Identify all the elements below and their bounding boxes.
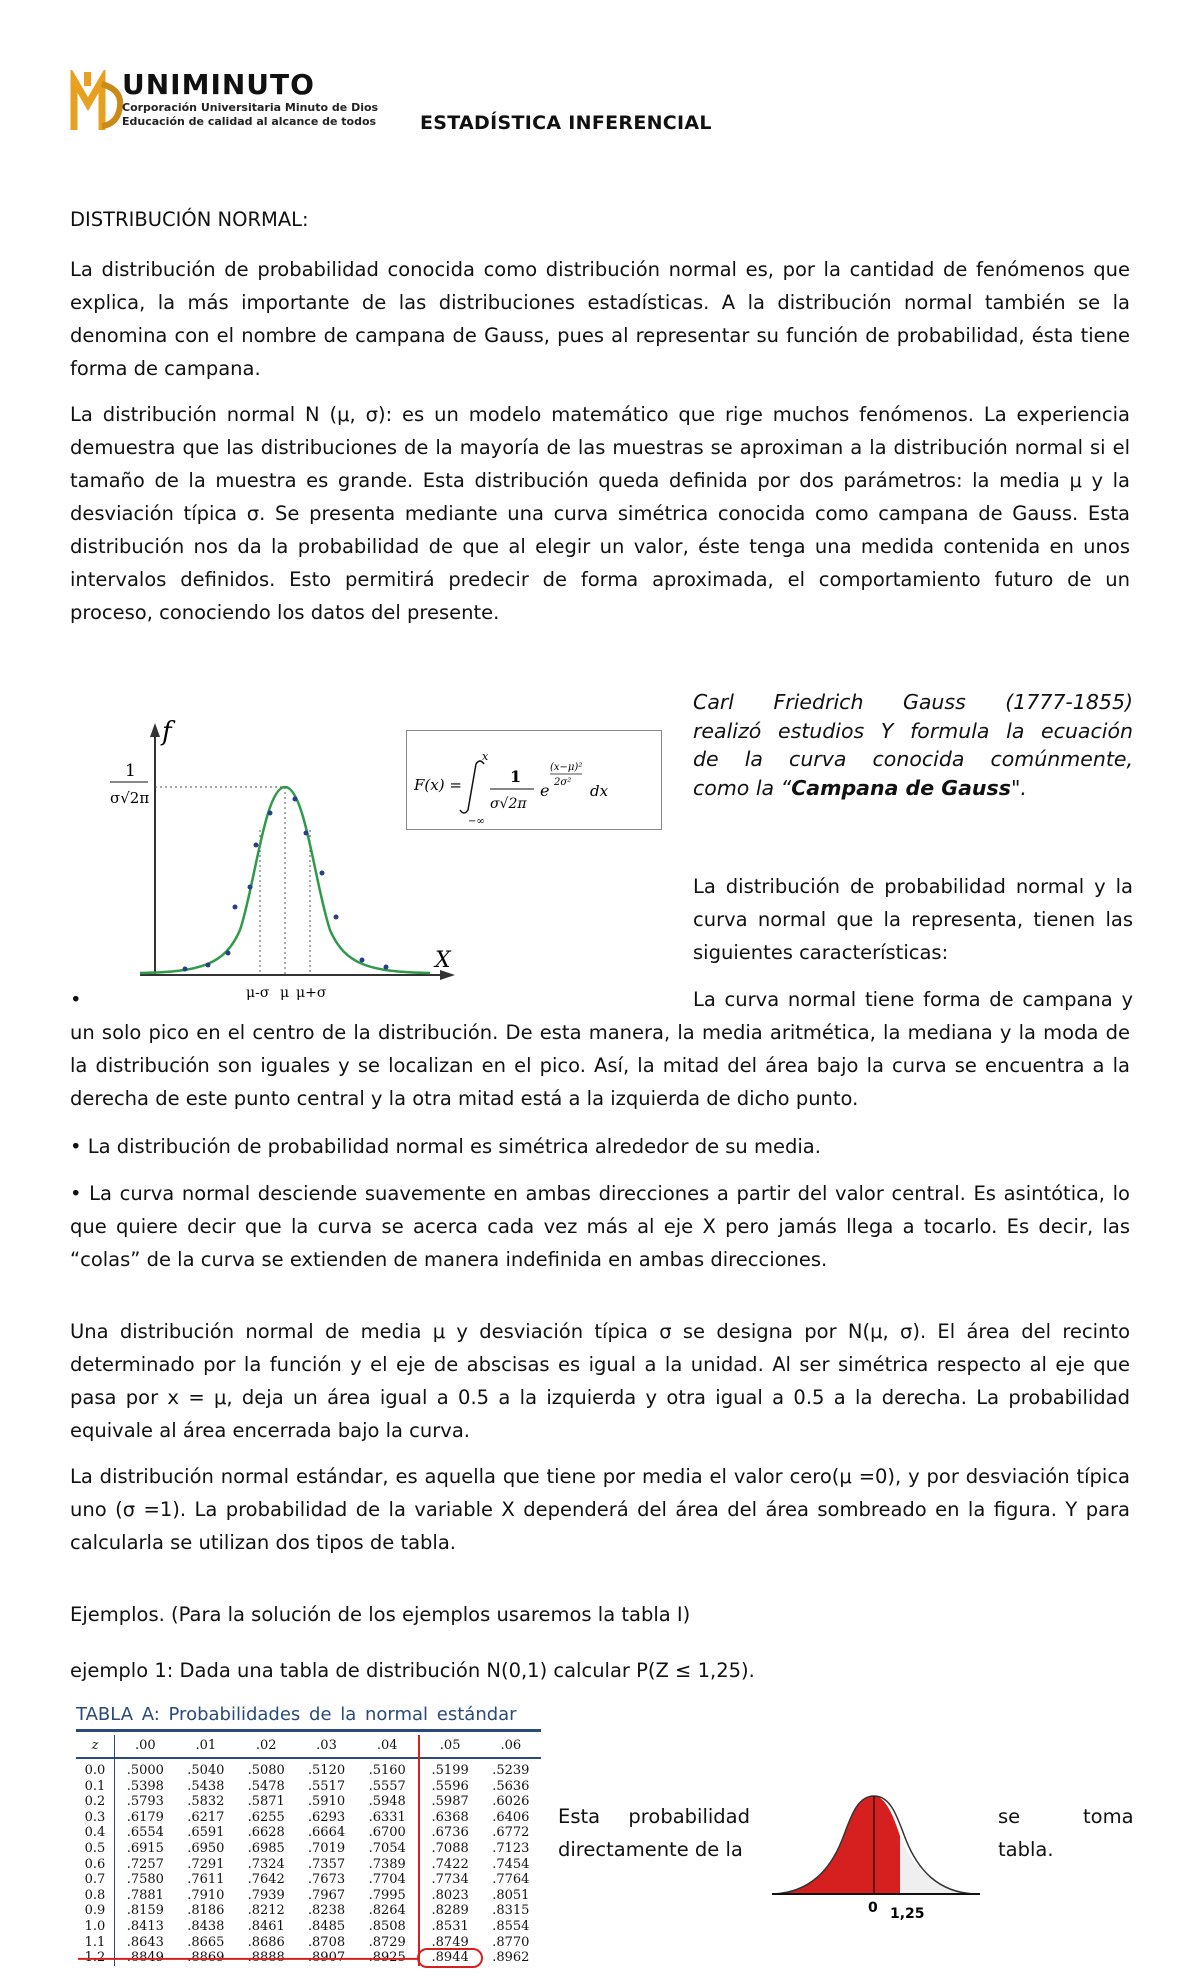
gauss-formula-box bbox=[406, 730, 662, 830]
table-cell: .5000 bbox=[126, 1763, 164, 1778]
shaded-area bbox=[774, 1796, 900, 1894]
text-line: “colas” de la curva se extienden de manera indefinida en ambas direcciones. bbox=[70, 1248, 828, 1271]
table-cell: .5080 bbox=[247, 1763, 285, 1778]
bullet-1-first-line bbox=[693, 983, 1133, 1016]
text-line: distribución nos da la probabilidad de que al elegir un valor, éste tenga una medida contenida en unos bbox=[70, 535, 1130, 558]
table-cell: .5793 bbox=[126, 1794, 164, 1810]
table-cell: .8869 bbox=[187, 1950, 225, 1966]
gauss-note bbox=[693, 688, 1133, 802]
table-cell: .7019 bbox=[307, 1840, 346, 1856]
table-cell: .7764 bbox=[492, 1872, 530, 1888]
table-cell: .7995 bbox=[368, 1887, 406, 1903]
table-cell: .8643 bbox=[126, 1934, 164, 1950]
peak-numerator: 1 bbox=[125, 761, 136, 781]
characteristics-intro bbox=[693, 870, 1133, 969]
formula-denominator: σ√2π bbox=[490, 796, 527, 812]
text-line: que quiere decir que la curva se acerca cada vez más al eje X pero jamás llega a tocarlo. Es decir, las bbox=[70, 1215, 1130, 1238]
logo-subtitle-1: Corporación Universitaria Minuto de Dios bbox=[122, 101, 379, 114]
text-line: directamente de la bbox=[558, 1838, 743, 1861]
table-cell: .7611 bbox=[187, 1872, 225, 1888]
table-cell: .5239 bbox=[492, 1763, 530, 1778]
z-value: 0.7 bbox=[76, 1872, 115, 1888]
table-cell: .6772 bbox=[492, 1825, 530, 1841]
note-emphasis: Campana de Gauss bbox=[791, 775, 1011, 800]
side-text-left bbox=[558, 1800, 750, 1866]
table-cell: .8729 bbox=[368, 1934, 406, 1950]
table-cell: .7454 bbox=[492, 1856, 530, 1872]
bullet-1-body bbox=[70, 1016, 1130, 1115]
text-line: siguientes características: bbox=[693, 941, 949, 964]
col-header: .02 bbox=[255, 1738, 277, 1754]
table-cell: .8315 bbox=[492, 1903, 530, 1919]
col-header: .05 bbox=[419, 1735, 481, 1758]
note-line: de la curva conocida comúnmente, bbox=[693, 747, 1133, 771]
table-cell: .8438 bbox=[187, 1918, 225, 1934]
table-cell: .8264 bbox=[368, 1903, 406, 1919]
table-cell: .7704 bbox=[368, 1872, 406, 1888]
shaded-normal-curve bbox=[770, 1790, 1000, 1930]
z-value: 1.2 bbox=[76, 1950, 115, 1966]
table-cell: .7257 bbox=[126, 1856, 164, 1872]
table-cell: .5832 bbox=[187, 1794, 225, 1810]
table-cell: .8925 bbox=[368, 1950, 406, 1966]
table-cell: .7123 bbox=[492, 1840, 530, 1856]
table-cell: .6368 bbox=[419, 1810, 481, 1826]
table-cell: .8186 bbox=[187, 1903, 225, 1919]
highlighted-cell: .8944 bbox=[419, 1950, 481, 1966]
table-cell: .5478 bbox=[247, 1778, 285, 1794]
z-value: 0.0 bbox=[76, 1758, 115, 1779]
z-value: 0.5 bbox=[76, 1841, 115, 1857]
text-line: explica, la más importante de las distribuciones estadísticas. A la distribución normal también se la bbox=[70, 291, 1130, 314]
table-cell: .6985 bbox=[247, 1840, 285, 1856]
label-zero: 0 bbox=[868, 1900, 878, 1916]
z-table bbox=[76, 1704, 541, 1966]
table-cell: .6554 bbox=[126, 1825, 164, 1841]
table-cell: .7734 bbox=[419, 1872, 481, 1888]
table-cell: .7422 bbox=[419, 1857, 481, 1873]
text-line: equivale al área encerrada bajo la curva. bbox=[70, 1419, 470, 1442]
text-line: derecha de este punto central y la otra mitad está a la izquierda de dicho punto. bbox=[70, 1087, 859, 1110]
table-cell: .7910 bbox=[187, 1887, 225, 1903]
table-cell: .8461 bbox=[247, 1918, 285, 1934]
unshaded-tail bbox=[900, 1836, 960, 1894]
table-cell: .8888 bbox=[247, 1950, 285, 1966]
formula-lhs: F(x) = bbox=[414, 776, 462, 794]
section-title: DISTRIBUCIÓN NORMAL: bbox=[70, 208, 309, 231]
table-cell: .7673 bbox=[307, 1872, 346, 1888]
bullet-dot: • bbox=[70, 988, 82, 1011]
table-cell: .5596 bbox=[419, 1779, 481, 1795]
text-line: La curva normal tiene forma de campana y bbox=[693, 988, 1133, 1011]
table-cell: .6406 bbox=[492, 1809, 530, 1825]
z-value: 0.2 bbox=[76, 1794, 115, 1810]
table-cell: .7939 bbox=[247, 1887, 285, 1903]
table-cell: .7580 bbox=[126, 1872, 164, 1888]
table-cell: .5910 bbox=[307, 1794, 346, 1810]
table-cell: .6217 bbox=[187, 1809, 225, 1825]
formula-dx: dx bbox=[590, 782, 609, 800]
table-cell: .8554 bbox=[492, 1918, 530, 1934]
text-line: uno (σ =1). La probabilidad de la variable X dependerá del área del área sombreado en la figura. Y para bbox=[70, 1498, 1130, 1521]
col-header: .04 bbox=[376, 1738, 398, 1754]
table-cell: .7881 bbox=[126, 1887, 164, 1903]
text-line: curva normal que la representa, tienen las bbox=[693, 908, 1133, 931]
table-cell: .8770 bbox=[492, 1934, 530, 1950]
table-cell: .7642 bbox=[247, 1872, 285, 1888]
bullet-3 bbox=[70, 1177, 1130, 1276]
table-cell: .8051 bbox=[492, 1887, 530, 1903]
text-line: • La distribución de probabilidad normal es simétrica alrededor de su media. bbox=[70, 1135, 821, 1158]
table-cell: .8212 bbox=[247, 1903, 285, 1919]
page-title: ESTADÍSTICA INFERENCIAL bbox=[420, 112, 712, 134]
text-line: tamaño de la muestra es grande. Esta distribución queda definida por dos parámetros: la media μ y la bbox=[70, 469, 1130, 492]
table-cell: .6736 bbox=[419, 1825, 481, 1841]
table-cell: .5948 bbox=[368, 1794, 406, 1810]
side-text-tabla: tabla. bbox=[998, 1838, 1054, 1861]
table-cell: .5987 bbox=[419, 1794, 481, 1810]
text-line: Una distribución normal de media μ y desviación típica σ se designa por N(μ, σ). El área del recinto bbox=[70, 1320, 1130, 1343]
table-cell: .8289 bbox=[419, 1903, 481, 1919]
z-value: 1.1 bbox=[76, 1935, 115, 1951]
side-text-se: se bbox=[998, 1805, 1021, 1828]
paragraph-designation bbox=[70, 1315, 1130, 1447]
bell-curve bbox=[140, 787, 430, 973]
table-cell: .8508 bbox=[368, 1918, 406, 1934]
table-cell: .6255 bbox=[247, 1809, 285, 1825]
col-header: .01 bbox=[195, 1738, 217, 1754]
z-table-title: TABLA A: Probabilidades de la normal estándar bbox=[76, 1704, 517, 1725]
label-z: 1,25 bbox=[890, 1906, 925, 1922]
row-1-2-underline bbox=[76, 1704, 541, 1984]
col-header: .06 bbox=[500, 1738, 522, 1754]
col-header: .00 bbox=[134, 1738, 156, 1754]
table-cell: .8485 bbox=[307, 1918, 346, 1934]
table-cell: .8238 bbox=[307, 1903, 346, 1919]
peak-denominator: σ√2π bbox=[110, 789, 150, 807]
table-cell: .5438 bbox=[187, 1778, 225, 1794]
text-line: un solo pico en el centro de la distribución. De esta manera, la media aritmética, la mediana y la moda de bbox=[70, 1021, 1130, 1044]
paragraph-normal-model bbox=[70, 398, 1130, 629]
table-cell: .6950 bbox=[187, 1840, 225, 1856]
z-value: 0.8 bbox=[76, 1888, 115, 1904]
note-line: realizó estudios Y formula la ecuación bbox=[693, 718, 1133, 743]
table-cell: .8665 bbox=[187, 1934, 225, 1950]
table-cell: .7389 bbox=[368, 1856, 406, 1872]
table-cell: .6293 bbox=[307, 1809, 346, 1825]
text-line: demuestra que las distribuciones de la mayoría de las muestras se aproximan a la distribución normal si el bbox=[70, 436, 1130, 459]
table-cell: .7357 bbox=[307, 1856, 346, 1872]
integral-lower: −∞ bbox=[468, 816, 485, 827]
table-cell: .5636 bbox=[492, 1778, 530, 1794]
note-text: ". bbox=[1010, 775, 1027, 800]
table-cell: .6179 bbox=[126, 1809, 164, 1825]
table-cell: .6915 bbox=[126, 1840, 164, 1856]
table-cell: .6700 bbox=[368, 1825, 406, 1841]
table-cell: .8962 bbox=[492, 1950, 530, 1966]
table-cell: .7967 bbox=[307, 1887, 346, 1903]
note-text: como la “ bbox=[693, 775, 792, 800]
table-cell: .5040 bbox=[187, 1763, 225, 1778]
paragraph-intro bbox=[70, 253, 1130, 385]
table-cell: .5557 bbox=[368, 1778, 406, 1794]
integral-upper: x bbox=[482, 750, 489, 763]
table-cell: .7054 bbox=[368, 1840, 406, 1856]
table-cell: .5120 bbox=[307, 1763, 346, 1778]
table-cell: .5160 bbox=[368, 1763, 406, 1778]
logo bbox=[68, 68, 379, 138]
text-line: desviación típica σ. Se presenta mediante una curva simétrica conocida como campana de Gauss. Esta bbox=[70, 502, 1130, 525]
formula-e: e bbox=[540, 781, 550, 800]
tick-mu: μ bbox=[280, 985, 290, 1001]
table-cell: .5398 bbox=[126, 1778, 164, 1794]
logo-subtitle-2: Educación de calidad al alcance de todos bbox=[122, 115, 377, 128]
table-cell: .7324 bbox=[247, 1856, 285, 1872]
text-line: intervalos definidos. Esto permitirá predecir de forma aproximada, el comportamiento futuro de un bbox=[70, 568, 1130, 591]
table-cell: .8686 bbox=[247, 1934, 285, 1950]
table-cell: .8849 bbox=[126, 1950, 164, 1966]
table-cell: .8749 bbox=[419, 1935, 481, 1951]
z-value: 0.3 bbox=[76, 1810, 115, 1826]
table-cell: .7088 bbox=[419, 1841, 481, 1857]
z-value: 0.6 bbox=[76, 1857, 115, 1873]
table-cell: .8413 bbox=[126, 1918, 164, 1934]
text-line: determinado por la función y el eje de abscisas es igual a la unidad. Al ser simétrica respecto al eje que bbox=[70, 1353, 1130, 1376]
text-line: pasa por x = μ, deja un área igual a 0.5 a la izquierda y otra igual a 0.5 a la derecha. La probabilidad bbox=[70, 1386, 1130, 1409]
z-value: 0.9 bbox=[76, 1903, 115, 1919]
x-axis-label: X bbox=[435, 948, 451, 973]
table-cell: .6591 bbox=[187, 1825, 225, 1841]
formula-numerator: 1 bbox=[510, 767, 522, 786]
text-line: la distribución son iguales y se localizan en el pico. Así, la mitad del área bajo la curva se encuentra a la bbox=[70, 1054, 1130, 1077]
table-cell: .6664 bbox=[307, 1825, 346, 1841]
logo-brand: UNIMINUTO bbox=[122, 68, 315, 101]
tick-mu-plus-sigma: μ+σ bbox=[296, 985, 327, 1001]
z-value: 0.4 bbox=[76, 1825, 115, 1841]
z-value: 0.1 bbox=[76, 1779, 115, 1795]
table-cell: .8907 bbox=[307, 1950, 346, 1966]
table-cell: .5199 bbox=[419, 1758, 481, 1779]
table-cell: .8159 bbox=[126, 1903, 164, 1919]
y-axis-arrow bbox=[150, 723, 160, 737]
bullet-2 bbox=[70, 1130, 1130, 1163]
text-line: La distribución normal estándar, es aquella que tiene por media el valor cero(μ =0), y por desviación típica bbox=[70, 1465, 1130, 1488]
note-line bbox=[693, 774, 1133, 803]
text-line: La distribución normal N (μ, σ): es un modelo matemático que rige muchos fenómenos. La experiencia bbox=[70, 403, 1130, 426]
text-line: proceso, conociendo los datos del presente. bbox=[70, 601, 500, 624]
table-cell: .5517 bbox=[307, 1778, 346, 1794]
col-header: .03 bbox=[316, 1738, 337, 1754]
table-cell: .6628 bbox=[247, 1825, 285, 1841]
text-line: • La curva normal desciende suavemente en ambas direcciones a partir del valor central. Es asintótica, lo bbox=[70, 1182, 1130, 1205]
side-text-toma: toma bbox=[1083, 1805, 1134, 1828]
table-cell: .6331 bbox=[368, 1809, 406, 1825]
f-axis-label: f bbox=[162, 717, 172, 747]
table-cell: .8023 bbox=[419, 1888, 481, 1904]
table-cell: .6026 bbox=[492, 1794, 530, 1810]
paragraph-standard-normal bbox=[70, 1460, 1130, 1559]
note-line: Carl Friedrich Gauss (1777-1855) bbox=[693, 690, 1133, 714]
text-line: La distribución de probabilidad conocida como distribución normal es, por la cantidad de fenómenos que bbox=[70, 258, 1130, 281]
table-cell: .7291 bbox=[187, 1856, 225, 1872]
logo-mark-icon bbox=[68, 70, 124, 132]
tick-mu-minus-sigma: μ-σ bbox=[246, 985, 270, 1001]
exponent-denominator: 2σ² bbox=[554, 777, 572, 788]
text-line: calcularla se utilizan dos tipos de tabla. bbox=[70, 1531, 456, 1554]
text-line: La distribución de probabilidad normal y la bbox=[693, 875, 1133, 898]
z-header: z bbox=[76, 1735, 115, 1758]
examples-intro: Ejemplos. (Para la solución de los ejemplos usaremos la tabla I) bbox=[70, 1603, 691, 1626]
example-1: ejemplo 1: Dada una tabla de distribución N(0,1) calcular P(Z ≤ 1,25). bbox=[70, 1659, 755, 1682]
text-line: forma de campana. bbox=[70, 357, 261, 380]
z-value: 1.0 bbox=[76, 1919, 115, 1935]
text-line: denomina con el nombre de campana de Gauss, pues al representar su función de probabilidad, ésta tiene bbox=[70, 324, 1130, 347]
exponent-numerator: (x−μ)² bbox=[550, 762, 583, 773]
table-cell: .5871 bbox=[247, 1794, 285, 1810]
table-cell: .8708 bbox=[307, 1934, 346, 1950]
table-cell: .8531 bbox=[419, 1919, 481, 1935]
text-line: Esta probabilidad bbox=[558, 1805, 750, 1828]
